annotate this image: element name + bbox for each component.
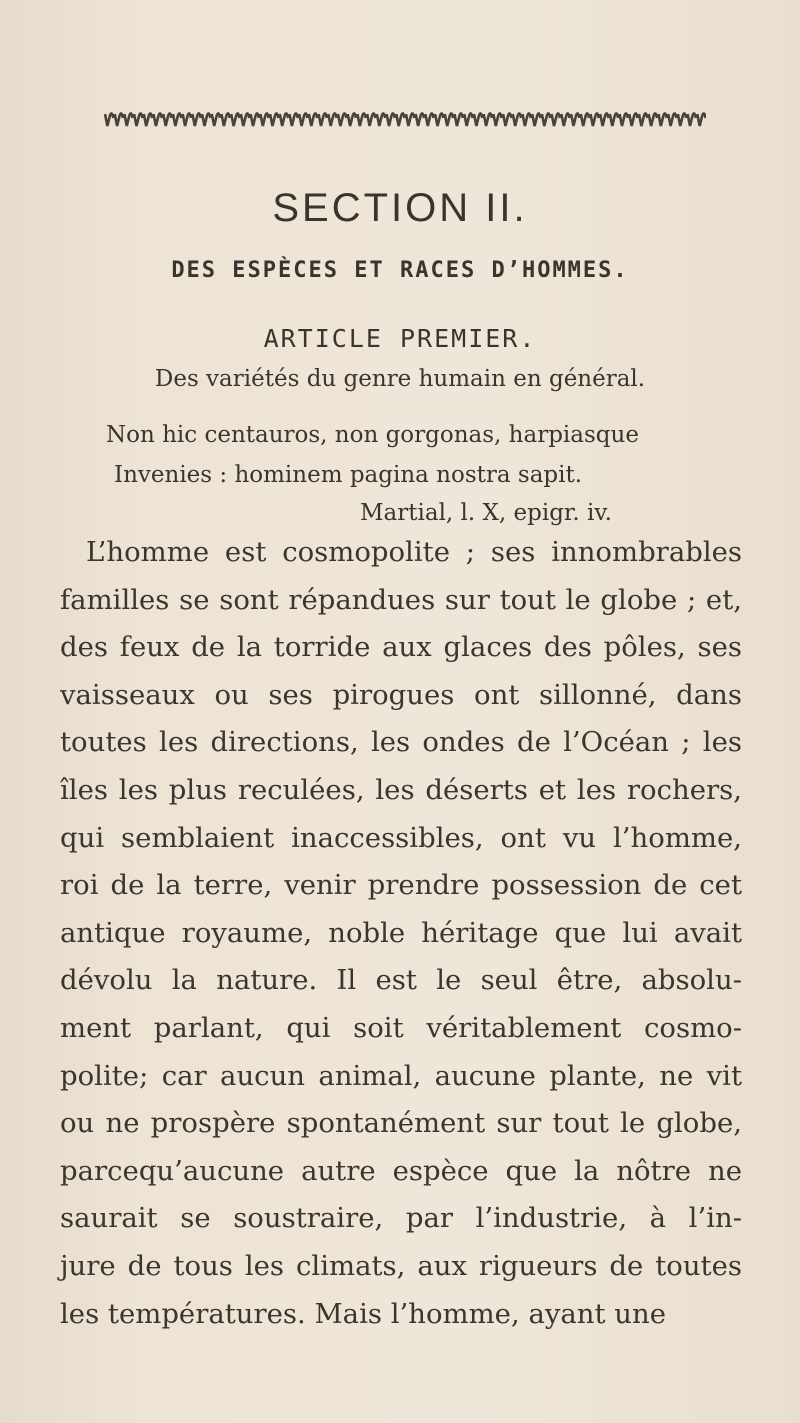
epigraph-attribution: Martial, l. X, epigr. iv. — [360, 500, 612, 526]
ornamental-rule — [104, 108, 706, 132]
text-line: polite; car aucun animal, aucune plante, ne vit — [60, 1059, 742, 1092]
text-line: ou ne prospère spontanément sur tout le globe, — [60, 1107, 742, 1140]
article-title: ARTICLE PREMIER. — [263, 324, 537, 353]
text-line: vaisseaux ou ses pirogues ont sillonné, dans — [60, 678, 742, 711]
epigraph-line: Invenies : hominem pagina nostra sapit. — [114, 462, 583, 488]
section-title: SECTION II. — [272, 186, 528, 230]
text-line: îles les plus reculées, les déserts et les rochers, — [60, 774, 742, 806]
ornament-pattern — [105, 113, 706, 126]
text-line: toutes les directions, les ondes de l’Océan ; les — [60, 726, 742, 759]
text-line: les températures. Mais l’homme, ayant une — [60, 1297, 666, 1330]
epigraph-line: Non hic centauros, non gorgonas, harpiasque — [106, 422, 639, 448]
text-line: parcequ’aucune autre espèce que la nôtre ne — [60, 1154, 742, 1187]
text-line: L’homme est cosmopolite ; ses innombrables — [86, 536, 742, 568]
text-line: ment parlant, qui soit véritablement cosmo- — [60, 1012, 742, 1044]
article-subtitle: Des variétés du genre humain en général. — [154, 366, 646, 392]
text-line: antique royaume, noble héritage que lui avait — [60, 916, 742, 949]
text-line: des feux de la torride aux glaces des pôles, ses — [60, 631, 742, 664]
text-line: jure de tous les climats, aux rigueurs de toutes — [60, 1250, 742, 1282]
text-line: dévolu la nature. Il est le seul être, absolu- — [60, 964, 742, 997]
text-line: familles se sont répandues sur tout le globe ; et, — [60, 583, 742, 616]
text-line: qui semblaient inaccessibles, ont vu l’homme, — [60, 821, 742, 854]
section-subtitle: DES ESPÈCES ET RACES D’HOMMES. — [171, 258, 629, 283]
text-line: saurait se soustraire, par l’industrie, à l’in- — [60, 1202, 742, 1235]
text-line: roi de la terre, venir prendre possession de cet — [60, 869, 742, 902]
